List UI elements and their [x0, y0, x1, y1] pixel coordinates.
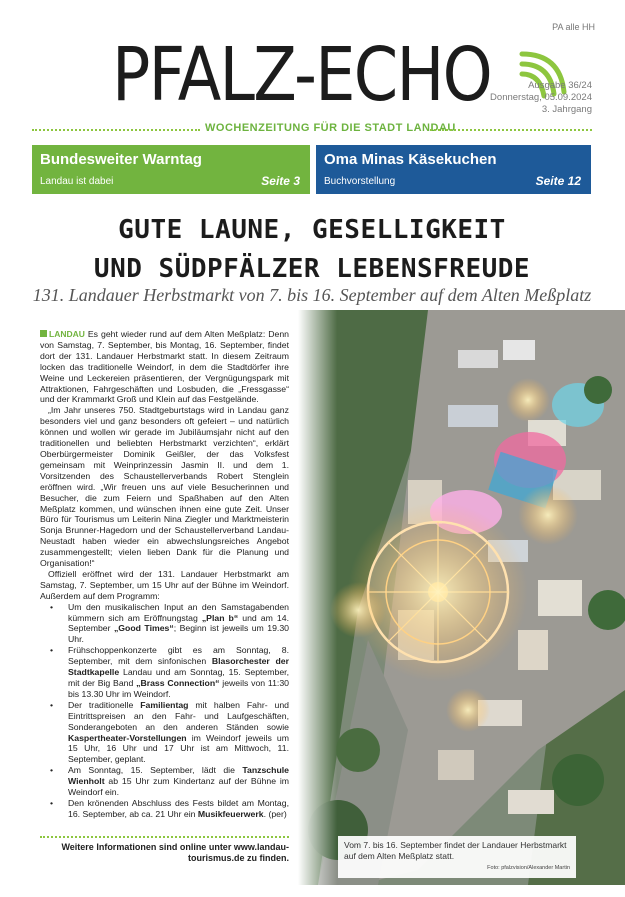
- dateline-square-icon: [40, 330, 47, 337]
- photo-caption: [338, 836, 576, 878]
- list-highlight: Blasorchester der Stadtkapelle: [68, 656, 289, 678]
- list-text: ; Beginn ist jeweils um 19.30 Uhr.: [68, 623, 289, 645]
- photo-credit: Foto: pfalzvision/Alexander Martin: [487, 865, 570, 871]
- article-paragraph: „Im Jahr unseres 750. Stadtgeburtstags wird in Landau ganz besonders viel und ganz besonders oft gefeiert – und natürlich können und wollen wir gerade im Jubiläumsjahr nicht auf den traditionellen und beliebten Herbstmarkt verzichten“, erklärt Oberbürgermeister Dominik Geißler, der das Volksfest gemeinsam mit Weinprinzessin Jasmin II. und dem 1. Vorsitzenden des Schaustellerverbands Robert Stenglein eröffnen wird. „Wir freuen uns auf viele Besucherinnen und Besucher, die zum Feiern und Spaßhaben auf den Alten Meßplatz kommen, und wünschen ihnen eine gute Zeit. Unser Büro für Tourismus um Leiterin Nina Ziegler und Marktmeisterin Sonja Brunner-Hagedorn und der Schaustellerverband Landau-Neustadt haben wieder ein abwechslungsreiches Angebot zusammengestellt; vielen lieben Dank für die Planung und Organisation!“: [40, 405, 289, 569]
- photo-caption-text: Vom 7. bis 16. September findet der Landauer Herbstmarkt auf dem Alten Meßplatz statt.: [344, 840, 567, 861]
- issue-info: [490, 80, 592, 116]
- masthead[interactable]: [112, 30, 492, 120]
- list-highlight: „Plan b“: [201, 612, 239, 623]
- masthead-title: PFALZ-ECHO: [112, 32, 491, 118]
- list-text: Landau und am Sonntag, 15. September, mit der Big Band: [68, 667, 289, 688]
- headline-line-1: GUTE LAUNE, GESELLIGKEIT: [118, 215, 506, 245]
- list-text: mit halben Fahr- und Eintrittspreisen an den Fahr- und Laufgeschäften, Sonderangeboten an den anderen Ständen sowie: [68, 699, 289, 732]
- teaser-subtitle: Landau ist dabei: [40, 176, 114, 187]
- masthead-tagline: WOCHENZEITUNG FÜR DIE STADT LANDAU: [205, 122, 456, 134]
- list-item: [40, 798, 289, 820]
- subheadline: 131. Landauer Herbstmarkt von 7. bis 16. September auf dem Alten Meßplatz: [32, 285, 592, 305]
- list-item: [40, 765, 289, 798]
- tagline-divider-left: [32, 129, 200, 131]
- article-text: Es geht wieder rund auf dem Alten Meßplatz: Denn von Samstag, 7. September, bis Montag, 16. September, findet dort der 131. Landauer Herbstmarkt statt. In diesem Zeitraum locken das traditionelle Weindorf, in dem die Stadtdörfer ihre Weine und Leckereien präsentieren, der Vergnügungspark mit Attraktionen, Fahrgeschäften und Losbuden, die „Fressgasse“ und der Krammarkt Groß und Klein auf das Festgelände.: [40, 329, 290, 405]
- teaser-kaesekuchen[interactable]: [316, 145, 591, 194]
- article-footer-divider: [40, 836, 289, 838]
- list-highlight: „Good Times“: [113, 623, 174, 634]
- list-text: und am 14. September: [68, 612, 289, 634]
- article-author: (per): [268, 808, 287, 819]
- teaser-subtitle: Buchvorstellung: [324, 176, 396, 187]
- program-list: [40, 602, 289, 820]
- list-text: Am Sonntag, 15. September, lädt die: [68, 765, 243, 776]
- list-item: [40, 700, 289, 765]
- issue-number: Ausgabe 36/24: [528, 80, 592, 91]
- list-text: jeweils von 11:30 bis 13.30 Uhr im Weindorf.: [68, 678, 290, 699]
- list-text: im Weindorf jeweils um 15 Uhr, 16 Uhr und 17 Uhr ist am Mittwoch, 11. September, geplant.: [68, 732, 289, 765]
- list-highlight: Musikfeuerwerk: [197, 808, 264, 819]
- teaser-title: Oma Minas Käsekuchen: [324, 151, 497, 168]
- issue-date: Donnerstag, 05.09.2024: [490, 92, 592, 103]
- list-highlight: Kaspertheater-Vorstellungen: [68, 732, 187, 743]
- list-text: Den krönenden Abschluss des Fests bildet am Montag, 16. September, ab ca. 21 Uhr ein: [68, 797, 289, 819]
- list-highlight: Familientag: [140, 699, 189, 710]
- list-highlight: Tanzschule Wienholt: [68, 765, 289, 787]
- teaser-warntag[interactable]: [32, 145, 310, 194]
- article-dateline: LANDAU: [49, 329, 85, 339]
- herbstmarkt-aerial-photo[interactable]: [298, 310, 625, 885]
- list-text: ab 15 Uhr zum Kindertanz auf der Bühne im Weindorf ein.: [68, 776, 289, 798]
- list-item: [40, 602, 289, 646]
- teaser-page-ref: Seite 3: [261, 174, 300, 188]
- more-info-link[interactable]: Weitere Informationen sind online unter www.landau-tourismus.de zu finden.: [61, 842, 289, 863]
- article-body: [40, 329, 289, 820]
- article-paragraph: Offiziell eröffnet wird der 131. Landauer Herbstmarkt am Samstag, 7. September, um 15 Uhr auf der Bühne im Weindorf. Außerdem auf dem Programm:: [40, 568, 289, 601]
- list-text: .: [263, 808, 267, 819]
- list-item: [40, 645, 289, 700]
- edition-label: PA alle HH: [552, 22, 595, 32]
- list-highlight: „Brass Connection“: [136, 678, 220, 688]
- list-text: Um den musikalischen Input an den Samstagabenden kümmern sich am Eröffnungstag: [68, 601, 289, 623]
- headline-line-2: UND SÜDPFÄLZER LEBENSFREUDE: [93, 254, 531, 284]
- article-paragraph: [40, 329, 289, 405]
- list-text: Der traditionelle: [68, 699, 141, 710]
- tagline-divider-right: [430, 129, 592, 131]
- teaser-title: Bundesweiter Warntag: [40, 151, 202, 168]
- list-text: Frühschoppenkonzerte gibt es am Sonntag, 8. September, mit dem sinfonischen: [68, 645, 289, 667]
- issue-volume: 3. Jahrgang: [541, 104, 592, 115]
- teaser-page-ref: Seite 12: [535, 174, 581, 188]
